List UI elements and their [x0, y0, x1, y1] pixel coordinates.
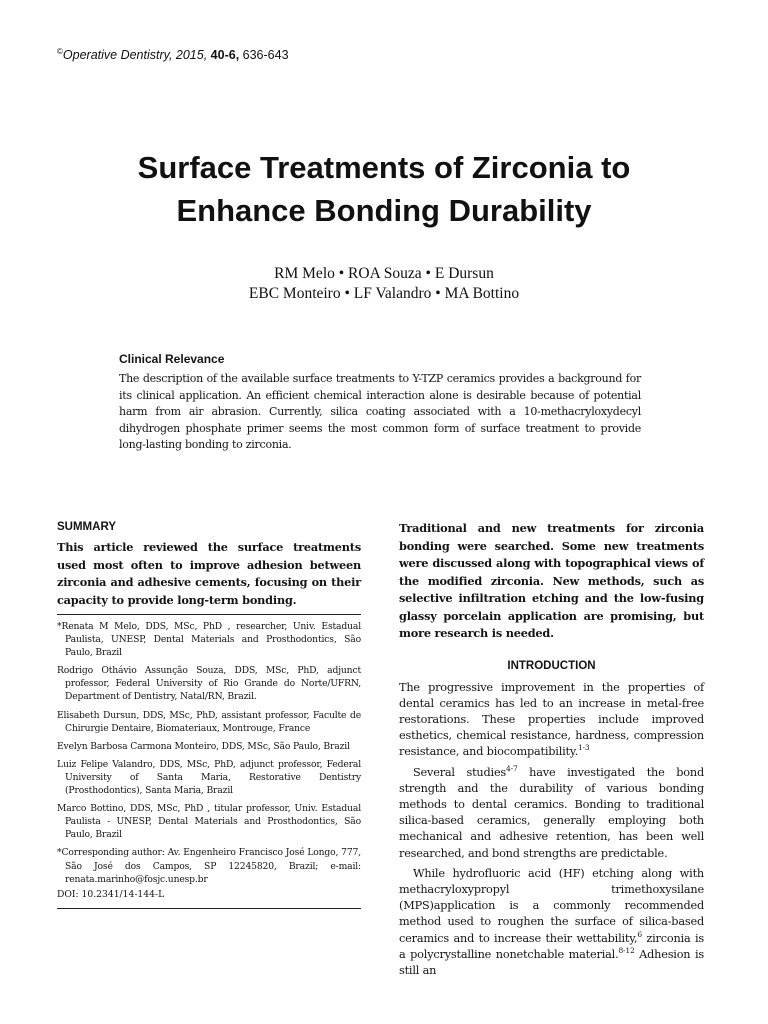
intro-paragraph-1 — [399, 680, 704, 761]
summary-heading: SUMMARY — [57, 521, 116, 533]
paragraph-text: Several studies — [413, 765, 507, 779]
section-divider — [57, 614, 361, 615]
paragraph-text: have investigated the bond strength and the durability of various bonding methods to dental ceramics. Bonding to traditional silica-based ceramics, generally employing both mechanical and adhesive retention, has been well researched, and bond strengths are predictable. — [399, 765, 704, 860]
title-line-2: Enhance Bonding Durability — [176, 193, 592, 228]
doi: DOI: 10.2341/14-144-L — [57, 888, 165, 900]
affiliation-item: Marco Bottino, DDS, MSc, PhD , titular professor, Univ. Estadual Paulista - UNESP, Dental Materials and Prosthodontics, São Paulo, Brazil — [57, 803, 361, 841]
author-list — [40, 264, 728, 304]
citation-ref: 1-3 — [577, 743, 590, 753]
paragraph-text: Adhesion is still an — [399, 947, 705, 977]
intro-paragraph-3 — [399, 866, 704, 979]
citation-ref: 8-12 — [618, 945, 635, 955]
affiliation-item: Evelyn Barbosa Carmona Monteiro, DDS, MSc, São Paulo, Brazil — [57, 740, 350, 752]
article-title — [40, 146, 728, 232]
left-column — [57, 520, 361, 909]
citation-ref: 6 — [637, 929, 642, 939]
footer-divider — [57, 908, 361, 909]
page-range: 636-643 — [242, 48, 289, 62]
affiliation-item: Rodrigo Othávio Assunção Souza, DDS, MSc, PhD, adjunct professor, Federal University of Rio Grande do Norte/UFRN, Department of Dentistry, Natal/RN, Brazil. — [57, 665, 361, 703]
summary-continued: Traditional and new treatments for zirconia bonding were searched. Some new treatments were discussed along with topographical views of the modified zirconia. New methods, such as selective infiltration etching and the low-fusing glassy porcelain application are promising, but more research is needed. — [399, 521, 704, 640]
affiliation-item: Elisabeth Dursun, DDS, MSc, PhD, assistant professor, Faculte de Chirurgie Dentaire, Biomateriaux, Montrouge, France — [57, 709, 361, 734]
clinical-relevance-heading: Clinical Relevance — [119, 352, 225, 366]
affiliation-item: *Renata M Melo, DDS, MSc, PhD , researcher, Univ. Estadual Paulista, UNESP, Dental Materials and Prosthodontics, São Paulo, Brazil — [57, 621, 361, 659]
introduction-heading: INTRODUCTION — [507, 659, 596, 672]
authors-line-1: RM Melo • ROA Souza • E Dursun — [274, 265, 494, 282]
right-column — [399, 520, 704, 979]
affiliation-item: Luiz Felipe Valandro, DDS, MSc, PhD, adjunct professor, Federal University of Santa Maria, Restorative Dentistry (Prosthodontics), Santa Maria, Brazil — [57, 758, 361, 797]
clinical-relevance-text: The description of the available surface treatments to Y-TZP ceramics provides a background for its clinical application. An efficient chemical interaction alone is desirable because of potential harm from air abrasion. Currently, silica coating associated with a 10-methacryloxydecyl dihydrogen phosphate primer seems the most common form of surface treatment to provide long-lasting bonding to zirconia. — [119, 372, 641, 451]
authors-line-2: EBC Monteiro • LF Valandro • MA Bottino — [248, 285, 520, 302]
intro-paragraph-2 — [399, 765, 704, 862]
clinical-relevance-box — [119, 352, 641, 454]
paragraph-text: The progressive improvement in the properties of dental ceramics has led to an increase in metal-free restorations. These properties include improved esthetics, chemical resistance, hardness, compression resistance, and biocompatibility. — [399, 680, 704, 759]
journal-citation — [57, 47, 289, 62]
citation-ref: 4-7 — [506, 763, 518, 773]
journal-name: Operative Dentistry, 2015, — [62, 48, 208, 62]
copyright-mark: © — [57, 47, 63, 56]
summary-text: This article reviewed the surface treatments used most often to improve adhesion between zirconia and adhesive cements, focusing on their capacity to provide long-term bonding. — [57, 540, 361, 607]
corresponding-author: *Corresponding author: Av. Engenheiro Francisco José Longo, 777, São José dos Campos, SP 12245820, Brazil; e-mail: renata.marinho@fosjc.unesp.br — [57, 847, 361, 885]
title-line-1: Surface Treatments of Zirconia to — [137, 150, 631, 185]
affiliation-list — [57, 620, 361, 886]
volume-issue: 40-6, — [210, 48, 240, 62]
paragraph-text: zirconia is a polycrystalline nonetchable material. — [399, 931, 704, 961]
paragraph-text: While hydrofluoric acid (HF) etching along with methacryloxypropyl trimethoxysilane (MPS)application is a commonly recommended method used to roughen the surface of silica-based ceramics and to increase their wettability, — [399, 866, 704, 945]
